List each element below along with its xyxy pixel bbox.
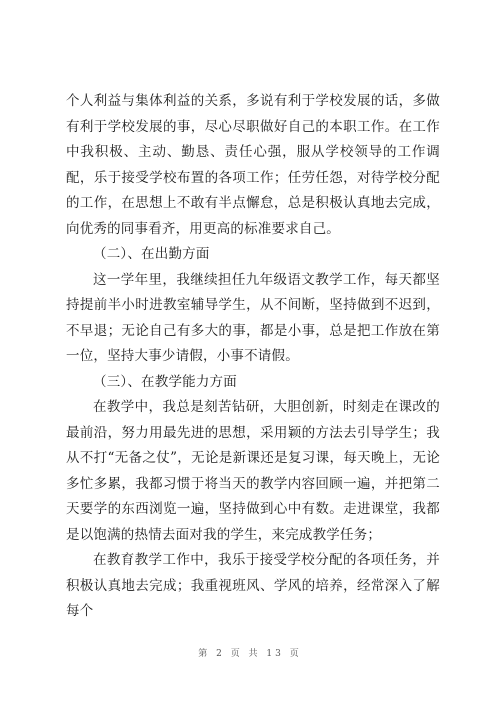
paragraph-education-work: 在教育教学工作中，我乐于接受学校分配的各项任务，并积极认真地去完成；我重视班风、学风的培养，经常深入了解每个 — [66, 552, 440, 619]
paragraph-continuation: 个人利益与集体利益的关系，多说有利于学校发展的话，多做有利于学校发展的事，尽心尽职做好自己的本职工作。在工作中我积极、主动、勤恳、责任心强，服从学校领导的工作调配，乐于接受学校布置的各项工作；任劳任怨，对待学校分配的工作，在思想上不敢有半点懈怠，总是积极认真地去完成，向优秀的同事看齐，用更高的标准要求自己。 — [66, 93, 440, 237]
paragraph-attendance: 这一学年里，我继续担任九年级语文教学工作，每天都坚持提前半小时进教室辅导学生，从不间断，坚持做到不迟到，不早退；无论自己有多大的事，都是小事，总是把工作放在第一位，坚持大事少请假，小事不请假。 — [66, 271, 440, 364]
section-heading-attendance: （二）、在出勤方面 — [93, 246, 210, 262]
page-number-footer: 第 2 页 共 13 页 — [198, 649, 302, 659]
page-body — [66, 89, 440, 625]
section-heading-teaching-ability: （三）、在教学能力方面 — [93, 373, 237, 390]
paragraph-teaching: 在教学中，我总是刻苦钻研，大胆创新，时刻走在课改的最前沿，努力用最先进的思想，采用颖的方法去引导学生；我从不打“无备之仗”，无论是新课还是复习课，每天晚上，无论多忙多累，我都习惯于将当天的教学内容回顾一遍，并把第二天要学的东西浏览一遍，坚持做到心中有数。走进课堂，我都是以饱满的热情去面对我的学生，来完成教学任务； — [66, 399, 440, 543]
